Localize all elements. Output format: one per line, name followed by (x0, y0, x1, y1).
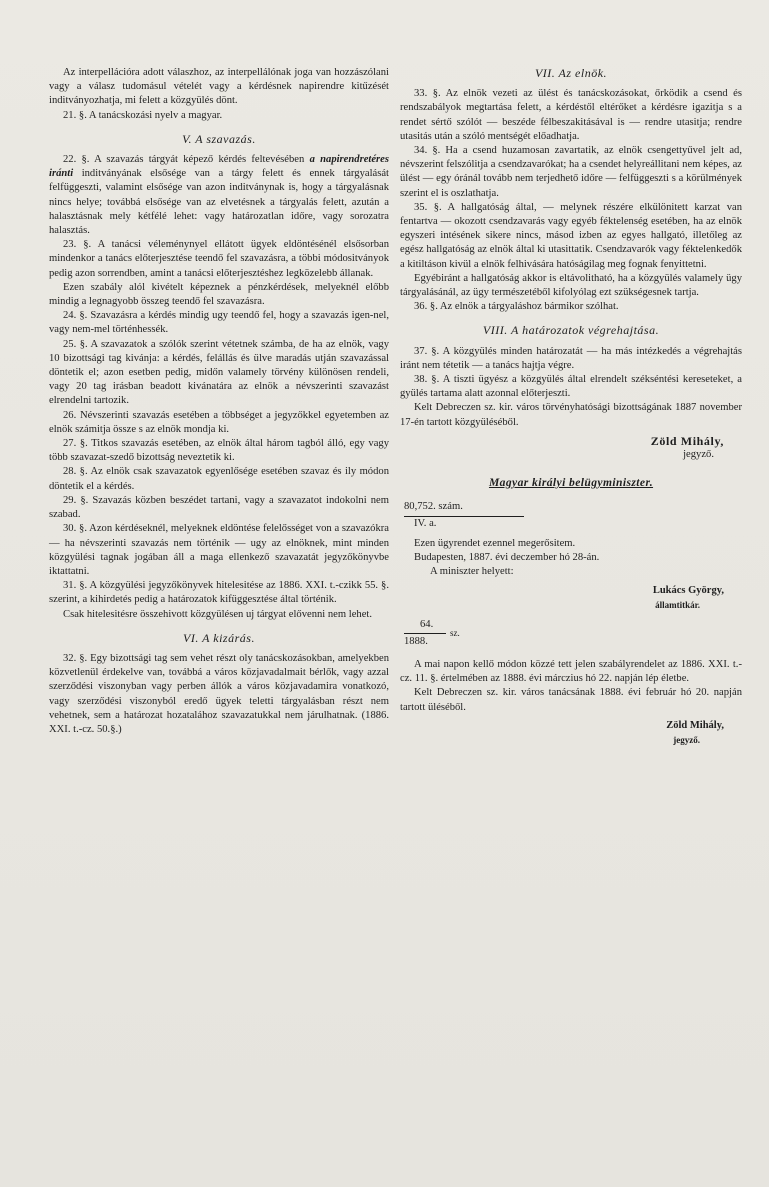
section-21: 21. §. A tanácskozási nyelv a magyar. (63, 109, 223, 121)
council-ref-year: 1888. (404, 635, 428, 647)
section-24: 24. §. Szavazásra a kérdés mindig ugy teendő fel, hogy a szavazás igen-nel, vagy nem-mel történhessék. (49, 310, 389, 336)
section-35: 35. §. A hallgatóság által, — melynek részére elkülönitett karzat van fentartva — okozott csendzavarás vagy egyéb féktelenség esetében, ha az elnök egyszeri intésének sikere nincs, másod izben az egyes hallgató, illetőleg az egész hallgatóság az elnök által ki utasittatik. Csendzavarók vagy féktelenkedők a kitiltáson kivül a elnök felhivására hatóságilag meg fognak fenyittetni. (400, 201, 742, 270)
napirendreteres-emphasis: a napirendretéres iránti (49, 154, 389, 180)
heading-vegrehajtas: VIII. A határozatok végrehajtása. (482, 323, 660, 338)
section-22: 22. §. A szavazás tárgyát képező kérdés feltevésében a napirendretéres iránti inditványának elsősége van a tárgy felett és ennek tárgyalását felfüggeszti, valamint elsősége van azon inditványnak is, hogy a tárgyalásnak nincs helye; továbbá elsősége van az elvetésnek a tárgyalás felett, azután a halasztásnak mely kétfélé lehet: vagy határozatlan időre, vagy sorozatra halasztás. (49, 154, 389, 237)
section-32: 32. §. Egy bizottsági tag sem vehet részt oly tanácskozásokban, amelyekben közvetlenül érdekelve van, továbbá a város közjavadalmait bérlők, vagy azzal szerződési viszonyban vagy perben állók a város közjavadamira vonatkozó, vagy szerződési viszonyból eredő ügyek teletti tárgyalásban részt nem vehetnek, sem a határozat hozatalához szavazatukkal nem járulhatnak. (1886. XXI. t.-cz. 50.§.) (49, 652, 389, 735)
section-30: 30. §. Azon kérdéseknél, melyeknek eldöntése felelősséget von a szavazókra — ha névszerinti szavazás nem történik — ugy az elnöknek, mint minden közgyülési tagnak jogában áll a maga ellenkező szavazatát jegyzőkönyvbe iktattatni. (49, 523, 389, 577)
section-25: 25. §. A szavazatok a szólók szerint vétetnek számba, de ha az elnök, vagy 10 bizottsági tag kivánja: a kérdés, felállás és ülve maradás utján szavazással döntetik el; azon esetben pedig, midőn valamely törvény különösen rendeli, vagy 20 tag irásban beadott kivánatára az elnök a névszerinti szavazást elrendelni tartozik. (49, 338, 389, 407)
signer-name: Zöld Mihály, (666, 719, 724, 731)
section-23: 23. §. A tanácsi véleménynyel ellátott ügyek eldöntésénél elsősorban mindenkor a tanács előterjesztése teendő fel szavazásra, a többi módositványok pedig azon sorrendben, amint a tanácsi előterjesztéshez legközelebb állanak. (49, 239, 389, 279)
section-37: 37. §. A közgyülés minden határozatát — ha más intézkedés a végrehajtás iránt nem tétetik — a tanács hajtja végre. (400, 345, 742, 371)
approval-deputy: A miniszter helyett: (430, 566, 514, 578)
intro-paragraph: Az interpellációra adott válaszhoz, az interpellálónak joga van hozzászólani vagy a válasz tudomásul vételét vagy a kérdésnek napirendre kitűzését inditványozhatja, mi felett a közgyülés dönt. (49, 67, 389, 107)
council-reference-block (404, 618, 464, 652)
heading-kizaras: VI. A kizárás. (183, 630, 255, 645)
ministry-heading: Magyar királyi belügyminiszter. (488, 476, 654, 490)
signer-title: jegyző. (673, 734, 700, 745)
council-ref-number: 64. (420, 618, 434, 630)
signature-zold-2 (400, 719, 724, 747)
section-36: 36. §. Az elnök a tárgyaláshoz bármikor szólhat. (414, 301, 619, 313)
reference-subsection: IV. a. (414, 517, 437, 529)
section-28: 28. §. Az elnök csak szavazatok egyenlősége esetében szavaz és ily módon döntetik el a kérdés. (49, 466, 389, 492)
section-26: 26. Névszerinti szavazás esetében a többséget a jegyzőkkel egyetemben az elnök számitja össze s az elnök mondja ki. (49, 409, 389, 435)
signer-name: Zöld Mihály, (650, 433, 724, 448)
signature-zold-1 (400, 434, 724, 462)
section-35-note: Egyébiránt a hallgatóság akkor is eltávolitható, ha a közgyülés valamely ügy tárgyalásánál, az ügy természetéből kifolyólag ezt szükségesnek tartja. (400, 272, 742, 299)
signer-title: államtitkár. (655, 599, 700, 610)
signature-lukacs (400, 584, 724, 612)
heading-szavazas: V. A szavazás. (182, 131, 256, 146)
section-34: 34. §. Ha a csend huzamosan zavartatik, az elnök csengettyűvel jelt ad, névszerint felszólitja a csendzavarókat; ha a csendet helyreállitani nem képes, az ülést — egy óránál tovább nem terjedhető időre — felfüggeszti s a körülmények szerint el is oszlathatja. (400, 145, 742, 199)
council-ref-sz: sz. (450, 627, 460, 638)
section-29: 29. §. Szavazás közben beszédet tartani, vagy a szavazatot indokolni nem szabad. (49, 494, 389, 521)
approval-date: Budapesten, 1887. évi deczember hó 28-án. (414, 552, 600, 564)
reference-number-block (404, 500, 524, 530)
approval-line: Ezen ügyrendet ezennel megerősitem. (414, 537, 576, 549)
heading-elnok: VII. Az elnök. (534, 66, 608, 80)
left-column (49, 66, 389, 737)
effective-date-paragraph: A mai napon kellő módon közzé tett jelen szabályrendelet az 1886. XXI. t.-cz. 11. §. értelmében az 1888. évi márczius hó 22. napján lép életbe. (400, 658, 742, 685)
section-27: 27. §. Titkos szavazás esetében, az elnök által három tagból álló, egy vagy több szavazat-szedő bizottság neveztetik ki. (49, 438, 389, 464)
right-column (400, 66, 742, 747)
kelt-kozgyules: Kelt Debreczen sz. kir. város törvényhatósági bizottságának 1887 november 17-én tartott közgyüléséből. (400, 402, 742, 428)
reference-number: 80,752. szám. (404, 500, 524, 516)
section-33: 33. §. Az elnök vezeti az ülést és tanácskozásokat, őrködik a csend és rendszabályok megtartása felett, a kérdéstől eltérőket a kérdésre igazitja s a rendet sértő szólót — beszéde félbeszakitásával is — rendre utasitja; rendre utasitás után a szóló mentségét előadhatja. (400, 88, 742, 142)
section-31: 31. §. A közgyülési jegyzőkönyvek hitelesitése az 1886. XXI. t.-czikk 55. §. szerint, a kihirdetés pedig a határozatok kifüggesztése által történik. (49, 580, 389, 606)
kelt-tanacs: Kelt Debreczen sz. kir. város tanácsának 1888. évi február hó 20. napján tartott üléséből. (400, 687, 742, 713)
section-31-note: Csak hitelesitésre összehivott közgyülésen uj tárgyat elővenni nem lehet. (63, 608, 373, 620)
section-38: 38. §. A tiszti ügyész a közgyülés által elrendelt székséntési kereseteket, a gyülés tartama alatt azonnal előterjeszti. (400, 374, 742, 400)
section-23-exception: Ezen szabály alól kivételt képeznek a pénzkérdések, melyeknél előbb mindig a legnagyobb összeg teendő fel szavazásra. (49, 281, 389, 308)
fraction-line (404, 633, 446, 634)
signer-name: Lukács György, (652, 584, 724, 596)
signer-title: jegyző. (683, 449, 714, 461)
